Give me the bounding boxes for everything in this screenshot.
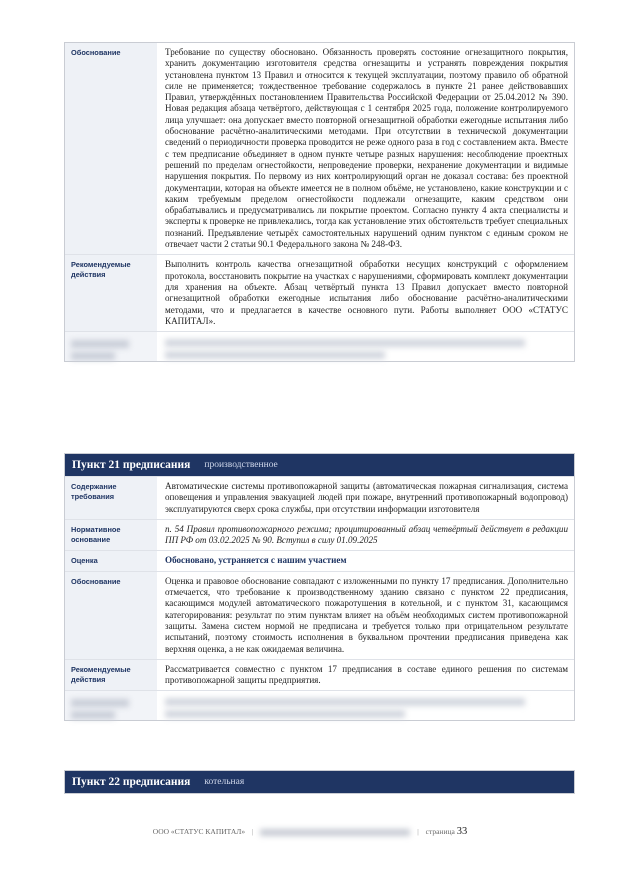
assessment-value: Обосновано, устраняется с нашим участием [165,555,347,566]
findings-card-item-21 [64,453,575,721]
row-requirement-content [65,476,574,519]
row-value: п. 54 Правил противопожарного режима; процитированный абзац четвёртый действует в редакции ПП РФ от 03.02.2025 № 90. Вступил в силу 01.09.2025 [165,523,568,546]
row-recommended-actions [65,254,574,331]
row-value: Рассматривается совместно с пунктом 17 предписания в составе единого решения по системам противопожарной защиты предприятия. [165,663,568,686]
row-value: Оценка и правовое обоснование совпадают с изложенными по пункту 17 предписания. Дополнительно отмечается, что требование к производственному зданию связано с пунктом 22 предписания, касающимся модулей автоматического пожаротушения в котельной, и с пунктом 31, касающимся категорирования: результат по этим пунктам влияет на объём необходимых систем противопожарной защиты. Замена систем нормой не предписана и требуется только при отрицательном результате испытаний, поэтому стоимость исполнения в буквальном прочтении предписания приведена как верхняя оценка, а не как ожидаемая величина. [165,575,568,654]
item-category: производственное [204,460,278,470]
footer-page-number: 33 [456,826,468,837]
footer-separator: | [252,827,254,836]
row-label: Рекомендуемые действия [65,660,157,691]
row-label: Обоснование [65,572,157,659]
row-assessment [65,550,574,570]
footer-page-word: страница [425,827,455,836]
row-label: Нормативное основание [65,520,157,551]
footer-company: ООО «СТАТУС КАПИТАЛ» [152,827,246,836]
row-label: Оценка [65,551,157,570]
item-number: Пункт 22 предписания [72,776,191,788]
footer-redacted-contacts [260,829,410,836]
row-justification [65,43,574,254]
row-value: Требование по существу обосновано. Обязанность проверять состояние огнезащитного покрытия, хранить документацию изготовителя средства огнезащиты и устранять повреждения покрытия установлена пунктом 13 Правил и относится к текущей эксплуатации, поэтому правило об обратной силе не применяется; тождественное требование содержалось в пункте 21 ранее действовавших Правил, утверждённых постановлением Правительства Российской Федерации от 25.04.2012 № 390. Новая редакция абзаца четвёртого, действующая с 1 сентября 2025 года, положение контролируемого лица улучшает: она допускает вместо повторной огнезащитной обработки ежегодные испытания либо обоснование расчётно-аналитическими методами. При отсутствии в технической документации сведений о периодичности проверка проводится не реже одного раза в год с составлением акта. Вместе с тем предписание объединяет в одном пункте четыре разных нарушения: несоблюдение проектных решений по пределам огнестойкости, непроведение проверки, нехранение документации и видимые нарушения покрытия. По первому из них контролирующий орган не доказал состава: без проектной документации, которая на объекте имеется не в полном объёме, не установлено, какие конструкции и с каким требуемым пределом огнестойкости подлежали огнезащите, каким средством они обрабатывались и предусматривались ли покрытие проектом. Согласно пункту 4 акта специалисты и эксперты к проверке не привлекались, тогда как установление этих обстоятельств требует специальных познаний. Предъявление четырёх самостоятельных нарушений одним пунктом с единым сроком не отвечает части 2 статьи 90.1 Федерального закона № 248-ФЗ. [165,47,568,250]
page-footer [0,826,620,837]
card-header [65,771,574,793]
redacted-label [65,332,157,361]
footer-separator: | [417,827,419,836]
findings-card-continued [64,42,575,362]
row-legal-basis [65,519,574,551]
row-redacted [65,690,574,720]
row-value: Выполнить контроль качества огнезащитной обработки несущих конструкций с оформлением протокола, восстановить покрытие на участках с нарушениями, сформировать комплект документации для хранения на объекте. Абзац четвёртый пункта 13 Правил допускает вместо повторной огнезащитной обработки ежегодные испытания либо обоснование расчётно-аналитическими методами, что и предлагается в качестве основного пути. Работы выполняет ООО «СТАТУС КАПИТАЛ». [165,259,568,326]
redacted-label [65,691,157,720]
redacted-value [157,332,574,361]
findings-card-item-22 [64,770,575,794]
row-label: Содержание требования [65,477,157,519]
card-header [65,454,574,476]
row-recommended-actions [65,659,574,691]
item-category: котельная [204,777,245,787]
item-number: Пункт 21 предписания [72,459,191,471]
row-value: Автоматические системы противопожарной защиты (автоматическая пожарная сигнализация, система оповещения и управления эвакуацией людей при пожаре, внутренний противопожарный водопровод) эксплуатируются сверх срока службы, при отсутствии информации изготовителя [165,481,568,514]
row-label: Рекомендуемые действия [65,255,157,331]
row-justification [65,571,574,659]
row-label: Обоснование [65,43,157,254]
redacted-value [157,691,574,720]
row-redacted [65,331,574,361]
